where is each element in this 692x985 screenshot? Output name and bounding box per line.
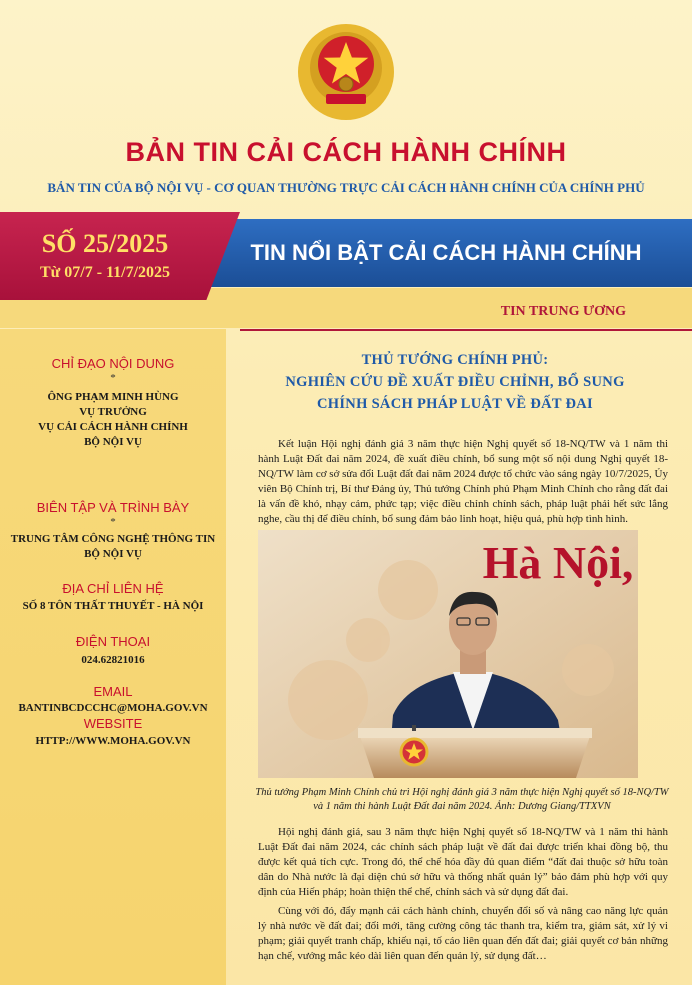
section-divider xyxy=(240,329,692,331)
issue-dates: Từ 07/7 - 11/7/2025 xyxy=(39,264,171,281)
sidebar-heading-email: EMAIL xyxy=(93,684,133,699)
photo-caption: Thủ tướng Phạm Minh Chính chủ trì Hội nghị đánh giá 3 năm thực hiện Nghị quyết số 18-NQ/TW và 1 năm thi hành Luật Đất đai năm 2024. Ảnh: Dương Giang/TTXVN xyxy=(255,787,669,812)
newsletter-subtitle: BẢN TIN CỦA BỘ NỘI VỤ - CƠ QUAN THƯỜNG TRỰC CẢI CÁCH HÀNH CHÍNH CỦA CHÍNH PHỦ xyxy=(47,180,645,195)
sidebar-website[interactable]: HTTP://WWW.MOHA.GOV.VN xyxy=(35,735,191,747)
issue-number: SỐ 25/2025 xyxy=(41,229,169,258)
photo-illustration xyxy=(258,530,638,778)
sidebar-line: VỤ TRƯỞNG xyxy=(79,406,147,418)
sidebar-bien-tap-block xyxy=(0,532,226,562)
newsletter-title: BẢN TIN CẢI CÁCH HÀNH CHÍNH xyxy=(125,137,567,167)
article-paragraph: Kết luận Hội nghị đánh giá 3 năm thực hiện Nghị quyết số 18-NQ/TW và 1 năm thi hành Luật Đất đai năm 2024, đề xuất điều chỉnh, bổ sung một số nội dung Nghị quyết 18-NQ/TW làm cơ sở sửa đổi Luật đất đai năm 2024 được tổ chức vào sáng ngày 10/7/2025, Ủy viên Bộ Chính trị, Bí thư Đảng ủy, Thủ tướng Chính phủ Phạm Minh Chính cho rằng đất đai là vấn đề khó, nhạy cảm, phức tạp; việc điều chỉnh chính sách, pháp luật phải hết sức lắng nghe, cầu thị để điều chỉnh, bổ sung đảm bảo linh hoạt, hiệu quả, phù hợp tình hình. xyxy=(258,438,668,525)
sidebar-heading-bien-tap: BIÊN TẬP VÀ TRÌNH BÀY xyxy=(36,500,190,515)
sidebar-chi-dao-block xyxy=(0,390,226,450)
sidebar-heading-dia-chi: ĐỊA CHỈ LIÊN HỆ xyxy=(62,581,164,596)
photo-sign-text: Hà Nội, xyxy=(482,537,634,588)
article-title-line: NGHIÊN CỨU ĐỀ XUẤT ĐIỀU CHỈNH, BỔ SUNG xyxy=(285,374,625,390)
article-title-line: CHÍNH SÁCH PHÁP LUẬT VỀ ĐẤT ĐAI xyxy=(317,396,593,412)
sidebar-star: * xyxy=(110,516,116,528)
article-photo xyxy=(258,530,638,778)
article-title-line: THỦ TƯỚNG CHÍNH PHỦ: xyxy=(361,352,549,368)
sidebar-address: SỐ 8 TÔN THẤT THUYẾT - HÀ NỘI xyxy=(22,600,204,612)
sidebar-line: BỘ NỘI VỤ xyxy=(84,548,142,560)
sidebar-heading-website: WEBSITE xyxy=(83,716,143,731)
national-emblem-icon xyxy=(296,22,396,122)
sidebar-heading-chi-dao: CHỈ ĐẠO NỘI DUNG xyxy=(51,356,175,371)
sidebar-email[interactable]: BANTINBCDCCHC@MOHA.GOV.VN xyxy=(18,702,208,714)
sidebar-heading-phone: ĐIỆN THOẠI xyxy=(75,634,151,649)
sidebar-line: VỤ CẢI CÁCH HÀNH CHÍNH xyxy=(38,421,188,433)
sidebar-line: ÔNG PHẠM MINH HÙNG xyxy=(47,391,179,403)
sidebar-star: * xyxy=(110,372,116,384)
sidebar-phone: 024.62821016 xyxy=(81,654,145,666)
sidebar-line: BỘ NỘI VỤ xyxy=(84,436,142,448)
sidebar-line: TRUNG TÂM CÔNG NGHỆ THÔNG TIN xyxy=(10,533,216,545)
section-label: TIN TRUNG ƯƠNG xyxy=(500,304,626,319)
banner-title: TIN NỔI BẬT CẢI CÁCH HÀNH CHÍNH xyxy=(250,240,642,265)
article-paragraph: Cùng với đó, đẩy mạnh cải cách hành chính, chuyển đổi số và nâng cao năng lực quản lý nhà nước về đất đai; đổi mới, tăng cường công tác thanh tra, kiểm tra, giám sát, xử lý vi phạm; giải quyết tranh chấp, khiếu nại, tố cáo liên quan đến đất đai; giải quyết cơ bản những hạn chế, vướng mắc kéo dài liên quan đến quản lý, sử dụng đất… xyxy=(258,905,668,962)
article-paragraph: Hội nghị đánh giá, sau 3 năm thực hiện Nghị quyết số 18-NQ/TW và 1 năm thi hành Luật Đất đai năm 2024, các chính sách pháp luật về đất đai được triển khai đồng bộ, thu được kết quả tích cực. Trong đó, thể chế hóa đầy đủ quan điểm “đất đai thuộc sở hữu toàn dân do Nhà nước là đại diện chủ sở hữu và thống nhất quản lý” bảo đảm phù hợp với quy định của Hiến pháp; hoàn thiện thể chế, chính sách và sử dụng đất đai. xyxy=(258,826,668,898)
